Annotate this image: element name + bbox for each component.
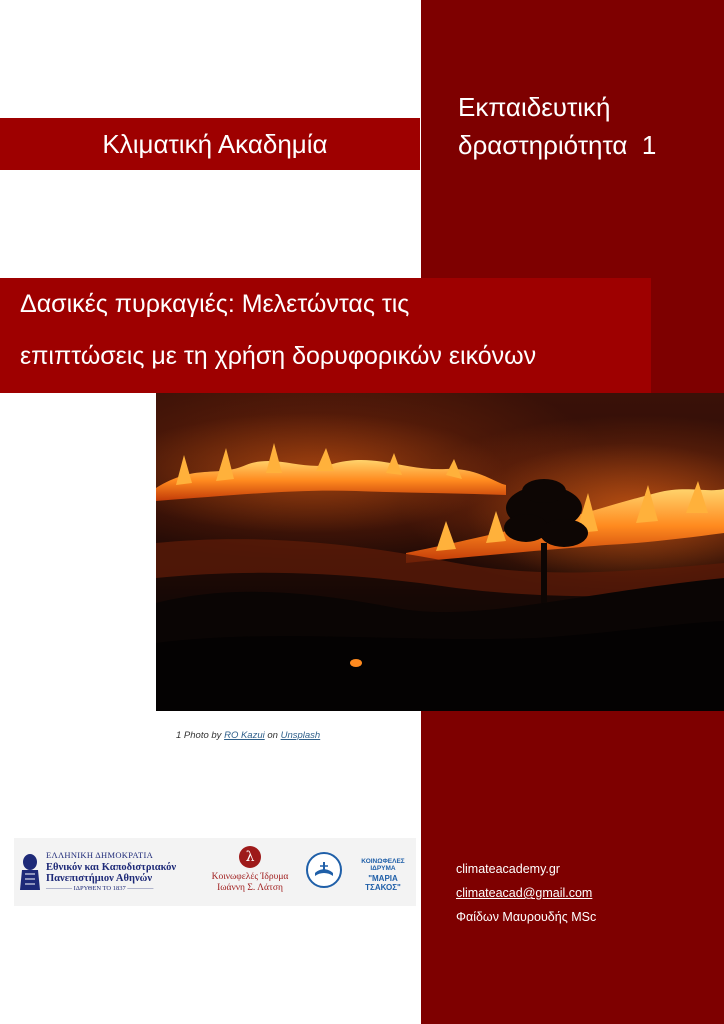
- latsis-line2: Ιωάννη Σ. Λάτση: [217, 883, 283, 893]
- tsakos-logo: [306, 848, 416, 896]
- latsis-line1: Κοινωφελές Ίδρυμα: [211, 872, 289, 882]
- wildfire-photo: [156, 393, 724, 711]
- uoa-line3: Πανεπιστήμιον Αθηνών: [46, 873, 153, 884]
- email-link[interactable]: climateacad@gmail.com: [456, 886, 593, 900]
- photo-author-link[interactable]: RO Kazui: [224, 730, 265, 741]
- lambda-icon: λ: [239, 846, 261, 868]
- academy-name: Κλιματική Ακαδημία: [102, 128, 328, 159]
- activity-title-line1: Εκπαιδευτική: [458, 92, 611, 122]
- author-name: Φαίδων Μαυρουδής MSc: [456, 910, 597, 924]
- activity-title: [458, 88, 708, 164]
- tsakos-line2: "ΜΑΡΙΑ ΤΣΑΚΟΣ": [365, 874, 401, 892]
- photo-source-link[interactable]: Unsplash: [280, 730, 321, 741]
- uoa-line1: ΕΛΛΗΝΙΚΗ ΔΗΜΟΚΡΑΤΙΑ: [46, 850, 154, 860]
- document-title-line1: Δασικές πυρκαγιές: Μελετώντας τις: [20, 290, 410, 318]
- website-link[interactable]: climateacademy.gr: [456, 862, 560, 876]
- tsakos-line1: ΚΟΙΝΩΦΕΛΕΣ ΙΔΡΥΜΑ: [361, 858, 405, 872]
- uoa-line2: Εθνικόν και Καποδιστριακόν: [46, 862, 177, 873]
- partner-logos: [14, 838, 416, 906]
- athena-emblem-icon: [18, 852, 42, 892]
- uoa-line4: ———— ΙΔΡΥΘΕΝ ΤΟ 1837 ————: [46, 885, 154, 892]
- contact-info: [456, 861, 596, 933]
- activity-title-line2: δραστηριότητα 1: [458, 130, 657, 160]
- tsakos-emblem-icon: [306, 852, 342, 888]
- photo-caption: [176, 730, 320, 741]
- caption-number: 1: [176, 730, 182, 741]
- academy-banner: [0, 118, 420, 170]
- caption-middle: on: [264, 730, 281, 741]
- wildfire-illustration: [156, 393, 724, 711]
- latsis-logo: [210, 846, 290, 902]
- uoa-logo: [18, 850, 198, 898]
- caption-prefix: Photo by: [181, 730, 225, 741]
- document-title-line2: επιπτώσεις με τη χρήση δορυφορικών εικόνων: [20, 342, 537, 370]
- document-title-banner: [0, 278, 651, 393]
